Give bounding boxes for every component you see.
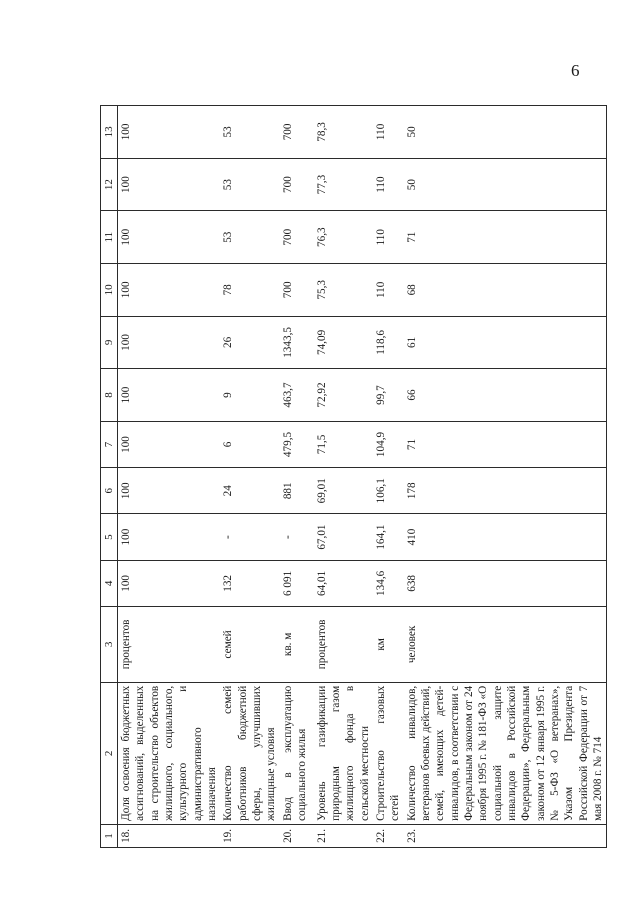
- page-number: 6: [571, 61, 580, 80]
- unit: кв. м: [280, 607, 314, 683]
- value-cell: 6 091: [280, 560, 314, 606]
- row-number: 20.: [280, 824, 314, 847]
- rotated-table-container: [100, 105, 604, 848]
- table-row: [280, 106, 314, 848]
- value-cell: 100: [118, 106, 221, 159]
- value-cell: 1343,5: [280, 316, 314, 369]
- value-cell: 100: [118, 421, 221, 467]
- indicator-name: Строительство газовых сетей: [373, 682, 404, 824]
- column-header: 4: [101, 560, 118, 606]
- value-cell: 178: [404, 468, 607, 514]
- column-header: 3: [101, 607, 118, 683]
- indicator-name: Количество семей работников бюджетной сферы, улучшивших жилищные условия: [220, 682, 279, 824]
- table-row: [220, 106, 279, 848]
- value-cell: 6: [220, 421, 279, 467]
- row-number: 18.: [118, 824, 221, 847]
- column-header: 12: [101, 158, 118, 211]
- row-number: 21.: [314, 824, 373, 847]
- value-cell: 100: [118, 316, 221, 369]
- value-cell: 104,9: [373, 421, 404, 467]
- column-header: 10: [101, 264, 118, 317]
- value-cell: 24: [220, 468, 279, 514]
- value-cell: 71: [404, 211, 607, 264]
- indicator-name: Доля освоения бюджетных ассигнований, выделенных на строительство объектов жилищного, социального, культурного и административного назначения: [118, 682, 221, 824]
- column-header: 6: [101, 468, 118, 514]
- value-cell: 26: [220, 316, 279, 369]
- value-cell: 64,01: [314, 560, 373, 606]
- value-cell: -: [220, 514, 279, 560]
- column-header: 13: [101, 106, 118, 159]
- value-cell: 100: [118, 211, 221, 264]
- table-row: [118, 106, 221, 848]
- row-number: 19.: [220, 824, 279, 847]
- column-header: 9: [101, 316, 118, 369]
- row-number: 23.: [404, 824, 607, 847]
- value-cell: 106,1: [373, 468, 404, 514]
- indicator-name: Ввод в эксплуатацию социального жилья: [280, 682, 314, 824]
- value-cell: 53: [220, 158, 279, 211]
- value-cell: 479,5: [280, 421, 314, 467]
- value-cell: 164,1: [373, 514, 404, 560]
- table-row: [314, 106, 373, 848]
- column-header: 8: [101, 369, 118, 422]
- unit: км: [373, 607, 404, 683]
- value-cell: 700: [280, 211, 314, 264]
- value-cell: 66: [404, 369, 607, 422]
- column-header: 5: [101, 514, 118, 560]
- value-cell: 700: [280, 264, 314, 317]
- row-number: 22.: [373, 824, 404, 847]
- value-cell: 50: [404, 158, 607, 211]
- value-cell: 72,92: [314, 369, 373, 422]
- value-cell: 132: [220, 560, 279, 606]
- value-cell: 75,3: [314, 264, 373, 317]
- value-cell: 74,09: [314, 316, 373, 369]
- value-cell: 638: [404, 560, 607, 606]
- value-cell: 71,5: [314, 421, 373, 467]
- value-cell: 50: [404, 106, 607, 159]
- unit: процентов: [118, 607, 221, 683]
- value-cell: 78: [220, 264, 279, 317]
- value-cell: 118,6: [373, 316, 404, 369]
- value-cell: 100: [118, 158, 221, 211]
- value-cell: 100: [118, 264, 221, 317]
- value-cell: 134,6: [373, 560, 404, 606]
- table-row: [373, 106, 404, 848]
- value-cell: 99,7: [373, 369, 404, 422]
- value-cell: 410: [404, 514, 607, 560]
- unit: семей: [220, 607, 279, 683]
- value-cell: 100: [118, 560, 221, 606]
- unit: процентов: [314, 607, 373, 683]
- value-cell: 9: [220, 369, 279, 422]
- value-cell: 78,3: [314, 106, 373, 159]
- value-cell: 700: [280, 158, 314, 211]
- table-row: [404, 106, 607, 848]
- value-cell: 110: [373, 158, 404, 211]
- value-cell: 77,3: [314, 158, 373, 211]
- value-cell: 110: [373, 211, 404, 264]
- column-number-row: [101, 106, 118, 848]
- column-header: 7: [101, 421, 118, 467]
- column-header: 2: [101, 682, 118, 824]
- value-cell: 61: [404, 316, 607, 369]
- value-cell: 53: [220, 106, 279, 159]
- value-cell: 700: [280, 106, 314, 159]
- value-cell: 68: [404, 264, 607, 317]
- indicator-name: Количество инвалидов, ветеранов боевых действий, семей, имеющих детей-инвалидов, в соответствии с Федеральным законом от 24 ноября 1995 г. № 181-ФЗ «О социальной защите инвалидов в Российской Федерации», Федеральным законом от 12 января 1995 г. № 5-ФЗ «О ветеранах», Указом Президента Российской Федерации от 7 мая 2008 г. № 714: [404, 682, 607, 824]
- value-cell: 76,3: [314, 211, 373, 264]
- value-cell: 67,01: [314, 514, 373, 560]
- value-cell: -: [280, 514, 314, 560]
- value-cell: 100: [118, 514, 221, 560]
- value-cell: 53: [220, 211, 279, 264]
- value-cell: 100: [118, 369, 221, 422]
- column-header: 11: [101, 211, 118, 264]
- value-cell: 69,01: [314, 468, 373, 514]
- indicator-name: Уровень газификации природным газом жилищного фонда в сельской местности: [314, 682, 373, 824]
- unit: человек: [404, 607, 607, 683]
- value-cell: 71: [404, 421, 607, 467]
- value-cell: 463,7: [280, 369, 314, 422]
- column-header: 1: [101, 824, 118, 847]
- value-cell: 100: [118, 468, 221, 514]
- indicators-table: [100, 105, 607, 848]
- value-cell: 110: [373, 264, 404, 317]
- value-cell: 110: [373, 106, 404, 159]
- value-cell: 881: [280, 468, 314, 514]
